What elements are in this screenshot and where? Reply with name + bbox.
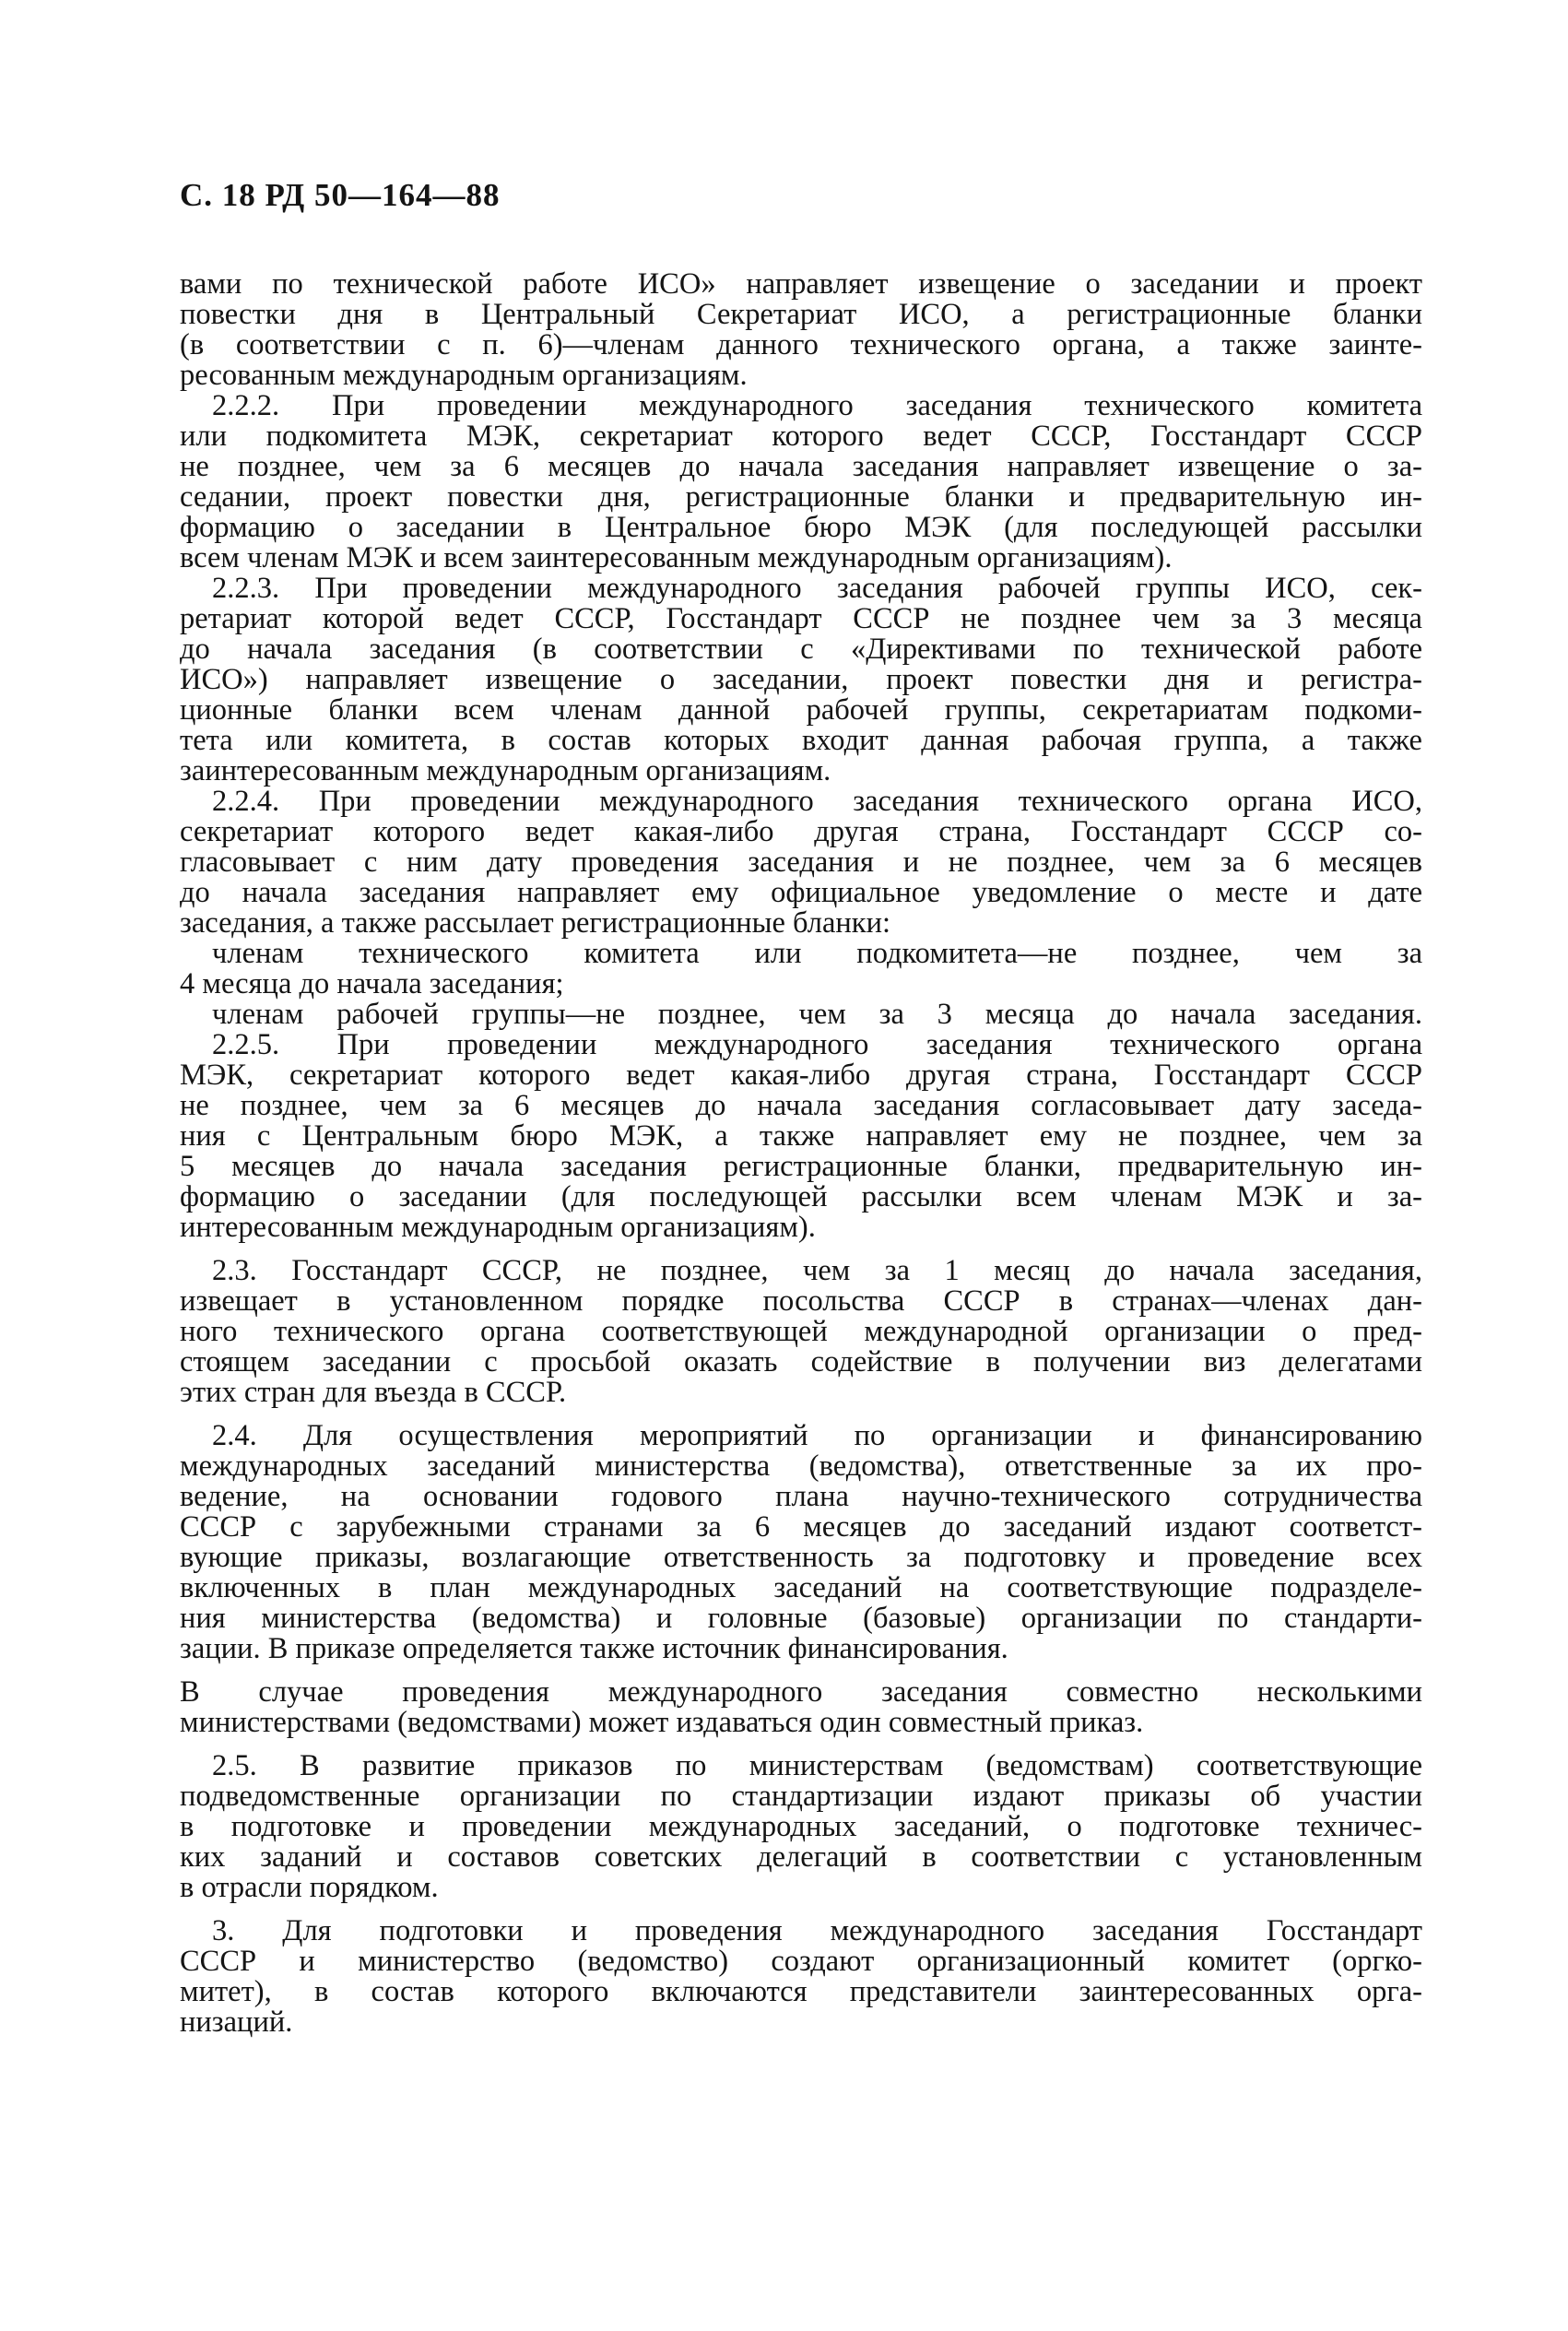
text-line: СССР и министерство (ведомство) создают организационный комитет (оргко- <box>180 1945 1422 1978</box>
text-line: 2.2.4. При проведении международного заседания технического органа ИСО, <box>212 785 1422 818</box>
paragraph-2-2-2 <box>180 391 1422 574</box>
text-line: вующие приказы, возлагающие ответственность за подготовку и проведение всех <box>180 1541 1422 1574</box>
text-line: 2.4. Для осуществления мероприятий по организации и финансированию <box>212 1419 1422 1452</box>
text-line: тета или комитета, в состав которых входит данная рабочая группа, а также <box>180 724 1422 757</box>
text-line: этих стран для въезда в СССР. <box>180 1376 567 1409</box>
paragraph-2-2-3 <box>180 574 1422 787</box>
text-line: стоящем заседании с просьбой оказать содействие в получении виз делегатами <box>180 1345 1422 1378</box>
text-line: 3. Для подготовки и проведения международного заседания Госстандарт <box>212 1914 1422 1947</box>
text-line: международных заседаний министерства (ведомства), ответственные за их про- <box>180 1449 1422 1483</box>
text-line: вами по технической работе ИСО» направляет извещение о заседании и проект <box>180 267 1422 301</box>
text-line: ресованным международным организациям. <box>180 359 748 392</box>
list-item <box>180 1000 1422 1030</box>
text-line: формацию о заседании в Центральное бюро МЭК (для последующей рассылки <box>180 511 1422 544</box>
text-line: ционные бланки всем членам данной рабочей группы, секретариатам подкоми- <box>180 693 1422 727</box>
text-line: включенных в план международных заседаний на соответствующие подразделе- <box>180 1571 1422 1604</box>
text-line: секретариат которого ведет какая-либо другая страна, Госстандарт СССР со- <box>180 815 1422 848</box>
text-line: повестки дня в Центральный Секретариат ИСО, а регистрационные бланки <box>180 298 1422 331</box>
text-line: низаций. <box>180 2006 293 2039</box>
text-line: ния министерства (ведомства) и головные (базовые) организации по стандарти- <box>180 1602 1422 1635</box>
text-line: заседания, а также рассылает регистрационные бланки: <box>180 906 891 940</box>
text-line: до начала заседания направляет ему официальное уведомление о месте и дате <box>180 876 1422 909</box>
text-line: заинтересованным международным организациям. <box>180 754 831 787</box>
text-line: членам технического комитета или подкомитета—не позднее, чем за <box>212 937 1422 970</box>
text-line: В случае проведения международного заседания совместно несколькими <box>180 1675 1422 1709</box>
text-line: 2.2.5. При проведении международного заседания технического органа <box>212 1028 1422 1061</box>
paragraph <box>180 269 1422 391</box>
text-line: до начала заседания (в соответствии с «Директивами по технической работе <box>180 633 1422 666</box>
text-line: ИСО») направляет извещение о заседании, проект повестки дня и регистра- <box>180 663 1422 696</box>
text-line: 2.5. В развитие приказов по министерствам (ведомствам) соответствующие <box>212 1749 1422 1782</box>
text-line: зации. В приказе определяется также источник финансирования. <box>180 1632 1008 1665</box>
text-line: СССР с зарубежными странами за 6 месяцев до заседаний издают соответст- <box>180 1510 1422 1544</box>
document-body <box>180 269 1422 2038</box>
text-line: 2.2.3. При проведении международного заседания рабочей группы ИСО, сек- <box>212 572 1422 605</box>
paragraph-2-2-5 <box>180 1030 1422 1243</box>
text-line: подведомственные организации по стандартизации издают приказы об участии <box>180 1780 1422 1813</box>
paragraph-2-3 <box>180 1256 1422 1408</box>
text-line: ния с Центральным бюро МЭК, а также направляет ему не позднее, чем за <box>180 1119 1422 1153</box>
text-line: формацию о заседании (для последующей рассылки всем членам МЭК и за- <box>180 1180 1422 1213</box>
text-line: 2.3. Госстандарт СССР, не позднее, чем за 1 месяц до начала заседания, <box>212 1254 1422 1287</box>
text-line: 2.2.2. При проведении международного заседания технического комитета <box>212 389 1422 422</box>
page-header: С. 18 РД 50—164—88 <box>180 177 501 213</box>
paragraph-2-4 <box>180 1421 1422 1664</box>
paragraph-2-5 <box>180 1751 1422 1903</box>
text-line: не позднее, чем за 6 месяцев до начала заседания согласовывает дату заседа- <box>180 1089 1422 1122</box>
text-line: интересованным международным организациям). <box>180 1211 816 1244</box>
paragraph-2-2-4 <box>180 787 1422 939</box>
text-line: в отрасли порядком. <box>180 1871 439 1904</box>
text-line: в подготовке и проведении международных заседаний, о подготовке техничес- <box>180 1810 1422 1843</box>
paragraph <box>180 1677 1422 1738</box>
text-line: или подкомитета МЭК, секретариат которого ведет СССР, Госстандарт СССР <box>180 420 1422 453</box>
text-line: МЭК, секретариат которого ведет какая-либо другая страна, Госстандарт СССР <box>180 1059 1422 1092</box>
text-line: членам рабочей группы—не позднее, чем за 3 месяца до начала заседания. <box>212 998 1422 1031</box>
text-line: седании, проект повестки дня, регистрационные бланки и предварительную ин- <box>180 480 1422 514</box>
text-line: 5 месяцев до начала заседания регистрационные бланки, предварительную ин- <box>180 1150 1422 1183</box>
text-line: ведение, на основании годового плана научно-технического сотрудничества <box>180 1480 1422 1513</box>
text-line: извещает в установленном порядке посольства СССР в странах—членах дан- <box>180 1284 1422 1318</box>
text-line: не позднее, чем за 6 месяцев до начала заседания направляет извещение о за- <box>180 450 1422 483</box>
text-line: митет), в состав которого включаются представители заинтересованных орга- <box>180 1975 1422 2008</box>
paragraph-3 <box>180 1916 1422 2038</box>
text-line: ного технического органа соответствующей международной организации о пред- <box>180 1315 1422 1348</box>
text-line: всем членам МЭК и всем заинтересованным международным организациям). <box>180 541 1173 574</box>
list-item <box>180 939 1422 1000</box>
text-line: гласовывает с ним дату проведения заседания и не позднее, чем за 6 месяцев <box>180 846 1422 879</box>
text-line: 4 месяца до начала заседания; <box>180 967 564 1000</box>
text-line: ких заданий и составов советских делегаций в соответствии с установленным <box>180 1840 1422 1874</box>
text-line: министерствами (ведомствами) может издаваться один совместный приказ. <box>180 1706 1144 1739</box>
text-line: ретариат которой ведет СССР, Госстандарт СССР не позднее чем за 3 месяца <box>180 602 1422 635</box>
text-line: (в соответствии с п. 6)—членам данного технического органа, а также заинте- <box>180 328 1422 361</box>
